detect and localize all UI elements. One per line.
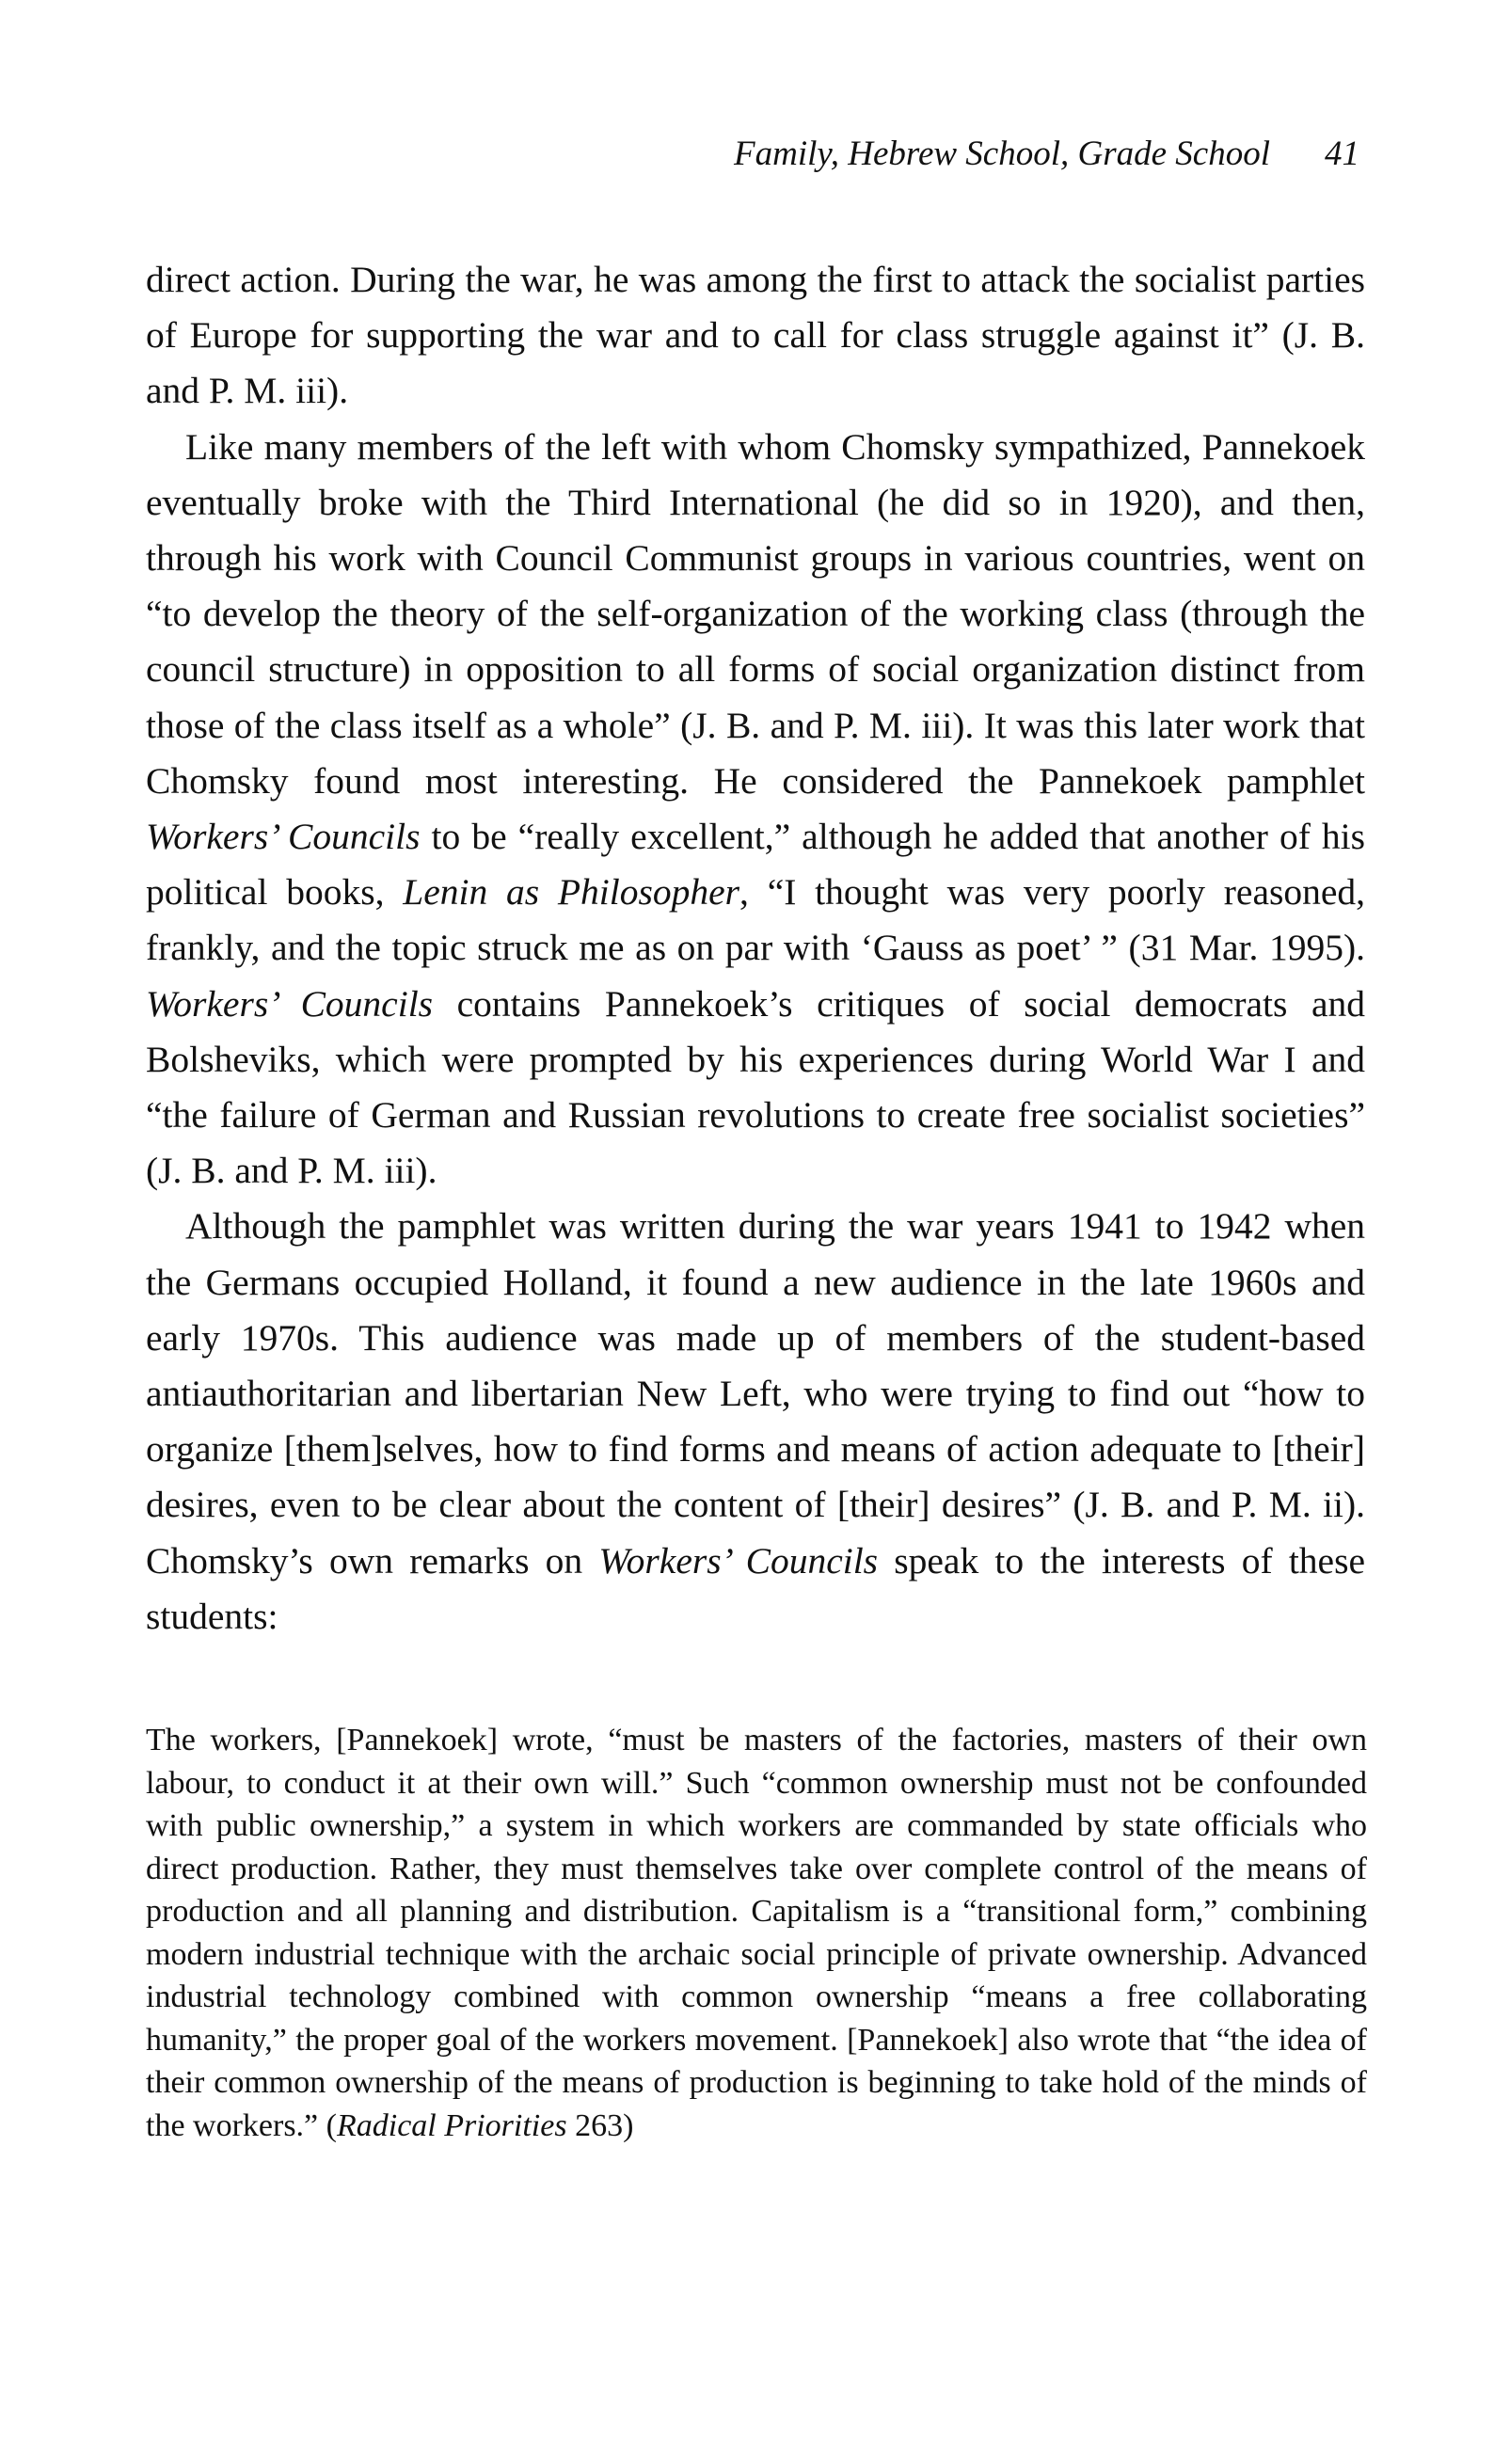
running-head xyxy=(146,134,1359,174)
paragraph-3-run-3: speak to the interests of these students: xyxy=(146,1539,1365,1637)
block-quote-run-1: The workers, [Pannekoek] wrote, “must be masters of the factories, masters of their own labour, to conduct it at their own will.” Such “common ownership must not be confounded with public ownership,” a system in which workers are commanded by state officials who direct production. Rather, they must themselves take over complete control of the means of production and all planning and distribution. Capitalism is a “transitional form,” combining modern industrial technique with the archaic social principle of private ownership. Advanced industrial technology combined with common ownership “means a free collaborating humanity,” the proper goal of the workers movement. [Pannekoek] also wrote that “the idea of their common ownership of the means of production is beginning to take hold of the minds of the workers.” ( xyxy=(146,1723,1367,2143)
paragraph-2-run-3: to be “really excellent,” although he added that another of his political books, xyxy=(146,816,1365,914)
paragraph-1-run-1: direct action. During the war, he was among the first to attack the socialist parties of Europe for supporting the war and to call for class struggle against it” (J. B. and P. M. iii). xyxy=(146,259,1365,412)
running-head-title: Family, Hebrew School, Grade School xyxy=(734,135,1270,173)
paragraph-3-run-1: Although the pamphlet was written during the war years 1941 to 1942 when the Germans occupied Holland, it found a new audience in the late 1960s and early 1970s. This audience was made up of members of the student-based antiauthoritarian and libertarian New Left, who were trying to find out “how to organize [them]selves, how to find forms and means of action adequate to [their] desires, even to be clear about the content of [their] desires” (J. B. and P. M. ii). Chomsky’s own remarks on xyxy=(146,1205,1365,1582)
paragraph-2-run-7: contains Pannekoek’s critiques of social democrats and Bolsheviks, which were prompted by his experiences during World War I and “the failure of German and Russian revolutions to create free socialist societies” (J. B. and P. M. iii). xyxy=(146,982,1365,1192)
paragraph-2-run-6-italic: Workers’ Councils xyxy=(146,982,434,1025)
paragraph-3 xyxy=(146,1199,1365,1645)
paragraph-2-run-1: Like many members of the left with whom Chomsky sympathized, Pannekoek eventually broke with the Third International (he did so in 1920), and then, through his work with Council Communist groups in various countries, went on “to develop the theory of the self-organization of the working class (through the council structure) in opposition to all forms of social organization distinct from those of the class itself as a whole” (J. B. and P. M. iii). It was this later work that Chomsky found most interesting. He considered the Pannekoek pamphlet xyxy=(146,425,1365,802)
body-text xyxy=(146,252,1365,1645)
paragraph-3-run-2-italic: Workers’ Councils xyxy=(598,1539,879,1582)
paragraph-1 xyxy=(146,252,1365,420)
block-quote-run-2-italic: Radical Priorities xyxy=(336,2107,567,2143)
paragraph-2 xyxy=(146,420,1365,1200)
paragraph-2-run-5: , “I thought was very poorly reasoned, frankly, and the topic struck me as on par with ‘Gauss as poet’ ” (31 Mar. 1995). xyxy=(146,871,1366,969)
paragraph-2-run-4-italic: Lenin as Philosopher xyxy=(403,871,740,914)
page-number: 41 xyxy=(1325,135,1359,173)
paragraph-2-run-2-italic: Workers’ Councils xyxy=(146,816,421,858)
block-quote xyxy=(146,1719,1367,2147)
block-quote-run-3: 263) xyxy=(566,2107,634,2143)
